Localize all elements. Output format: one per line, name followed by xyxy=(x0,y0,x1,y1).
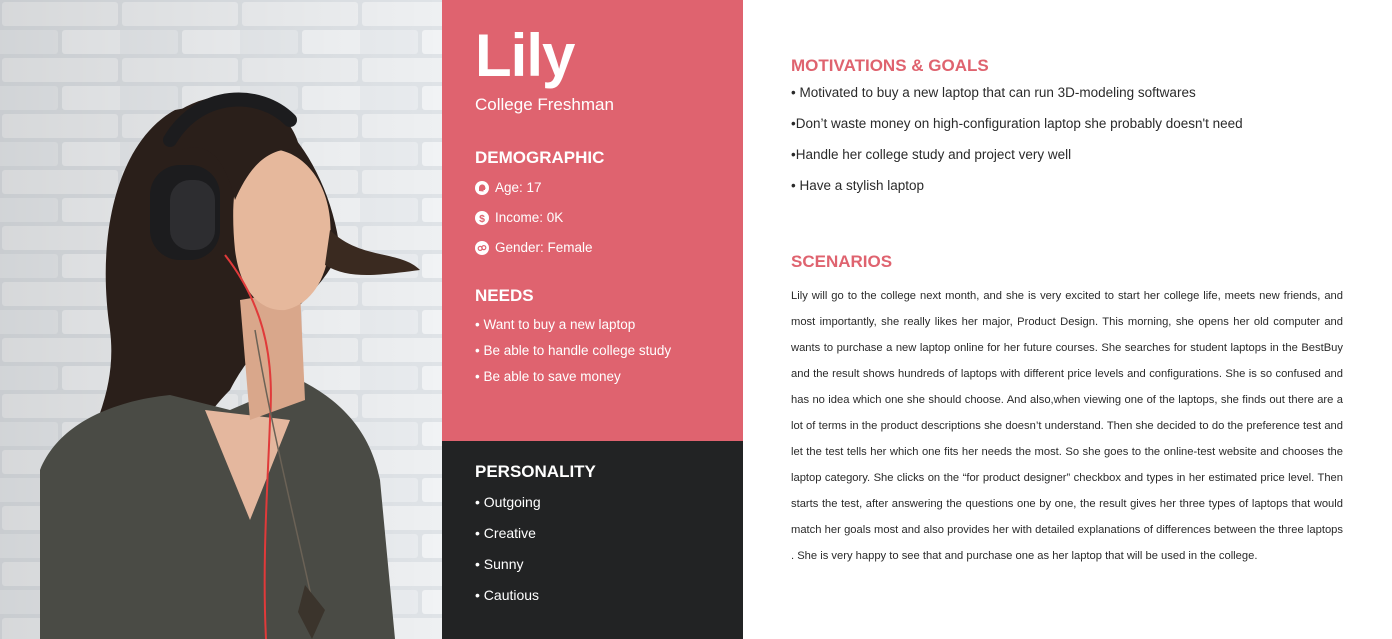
demographic-gender xyxy=(475,239,593,257)
persona-summary-panel xyxy=(442,0,743,441)
personality-heading: PERSONALITY xyxy=(475,462,596,481)
demographic-age xyxy=(475,179,542,197)
dollar-icon xyxy=(475,211,489,225)
persona-photo xyxy=(0,0,442,639)
needs-item: • Be able to handle college study xyxy=(475,343,672,358)
motivation-item: •Handle her college study and project very well xyxy=(791,147,1072,162)
scenarios-text: Lily will go to the college next month, and she is very excited to start her college life, meets new friends, and most importantly, she really likes her major, Product Design. This morning, she opens her old computer and wants to purchase a new laptop online for her future courses. She searches for student laptops in the BestBuy and the result shows hundreds of laptops with different price levels and configurations. She is so confused and has no idea which one she should choose. And also,when viewing one of the laptops, she finds out there are a lot of terms in the product descriptions she doesn’t understand. Then she decided to do the preference test and let the test tells her which one fits her needs the most. So she goes to the online-test website and chooses the laptop category. She clicks on the “for product designer” checkbox and types in her estimated price level. Then starts the test, after answering the questions one by one, the result gives her three types of laptops that would match her goals most and also provides her with detailed explanations of differences between the three laptops . She is very happy to see that and purchase one as her laptop that will be used in the college. xyxy=(791,290,1343,562)
persona-photo-illustration xyxy=(0,0,442,639)
demographic-age-text: Age: 17 xyxy=(495,180,542,195)
scenarios-heading: SCENARIOS xyxy=(791,252,893,271)
personality-panel xyxy=(442,441,743,639)
motivation-item: •Don’t waste money on high-configuration laptop she probably doesn't need xyxy=(791,116,1243,131)
needs-item: • Be able to save money xyxy=(475,369,621,384)
demographic-gender-text: Gender: Female xyxy=(495,240,593,255)
needs-heading: NEEDS xyxy=(475,286,534,305)
persona-name: Lily xyxy=(475,22,575,89)
personality-item: • Cautious xyxy=(475,587,540,603)
personality-item: • Outgoing xyxy=(475,494,541,510)
motivations-heading: MOTIVATIONS & GOALS xyxy=(791,56,989,75)
personality-item: • Sunny xyxy=(475,556,524,572)
personality-item: • Creative xyxy=(475,525,536,541)
motivation-item: • Have a stylish laptop xyxy=(791,178,925,193)
gender-icon xyxy=(475,241,489,255)
persona-role: College Freshman xyxy=(475,95,614,114)
demographic-income-text: Income: 0K xyxy=(495,210,564,225)
motivation-item: • Motivated to buy a new laptop that can run 3D-modeling softwares xyxy=(791,85,1196,100)
head-icon xyxy=(475,181,489,195)
demographic-heading: DEMOGRAPHIC xyxy=(475,148,605,167)
demographic-income xyxy=(475,209,563,227)
needs-item: • Want to buy a new laptop xyxy=(475,317,636,332)
svg-text:$: $ xyxy=(479,212,485,225)
